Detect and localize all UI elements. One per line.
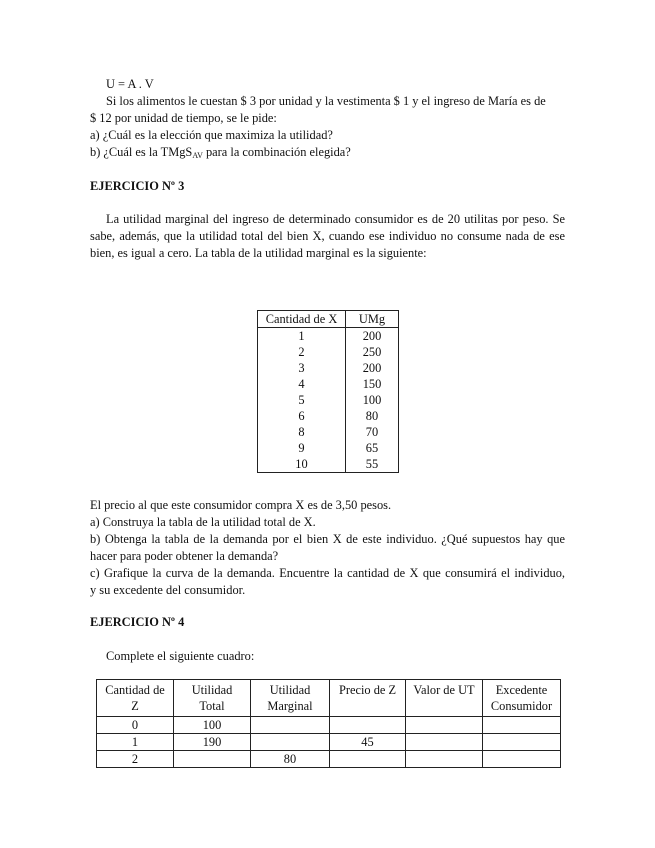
- utility-formula: U = A . V: [106, 77, 154, 91]
- table-cell: 10: [258, 456, 346, 473]
- section-heading-ej3: EJERCICIO Nº 3: [90, 179, 185, 193]
- table-cell: 80: [251, 751, 330, 768]
- section-heading-ej4: EJERCICIO Nº 4: [90, 615, 185, 629]
- table-cell: [406, 734, 483, 751]
- column-header: Utilidad Total: [174, 680, 251, 717]
- table-cell: 3: [258, 360, 346, 376]
- table-cell: [406, 717, 483, 734]
- table-cell: 55: [346, 456, 399, 473]
- table-cell: 100: [174, 717, 251, 734]
- table-cell: [483, 717, 561, 734]
- question-a: a) ¿Cuál es la elección que maximiza la utilidad?: [90, 128, 333, 142]
- ej3-price-text: El precio al que este consumidor compra X es de 3,50 pesos.: [90, 498, 392, 512]
- table-header-row: [97, 680, 561, 717]
- table-header-row: [258, 311, 399, 328]
- table-cell: 5: [258, 392, 346, 408]
- question-b: b) ¿Cuál es la TMgS$_{AV}$ para la combinación elegida?: [90, 145, 351, 160]
- marginal-utility-table: [257, 310, 399, 473]
- table-row: [258, 440, 399, 456]
- ej3-question-a: a) Construya la tabla de la utilidad total de X.: [90, 515, 316, 529]
- table-row: [258, 360, 399, 376]
- table-cell: 70: [346, 424, 399, 440]
- ej3-intro-line: bien, es igual a cero. La tabla de la utilidad marginal es la siguiente:: [90, 246, 427, 260]
- table-row: [97, 751, 561, 768]
- column-header: UMg: [346, 311, 399, 328]
- table-cell: 9: [258, 440, 346, 456]
- column-header: Cantidad de X: [258, 311, 346, 328]
- table-cell: 45: [330, 734, 406, 751]
- table-cell: 200: [346, 360, 399, 376]
- table-cell: [330, 717, 406, 734]
- column-header: Excedente Consumidor: [483, 680, 561, 717]
- table-row: [258, 344, 399, 360]
- table-row: [258, 392, 399, 408]
- table-cell: 150: [346, 376, 399, 392]
- column-header: Valor de UT: [406, 680, 483, 717]
- ej3-question-c-line: y su excedente del consumidor.: [90, 583, 246, 597]
- table-row: [258, 408, 399, 424]
- column-header: Cantidad de Z: [97, 680, 174, 717]
- column-header: Precio de Z: [330, 680, 406, 717]
- table-cell: [406, 751, 483, 768]
- table-cell: [174, 751, 251, 768]
- table-cell: [483, 751, 561, 768]
- table-row: [97, 734, 561, 751]
- table-cell: 1: [97, 734, 174, 751]
- ej3-intro-line: sabe, además, que la utilidad total del bien X, cuando ese individuo no consume nada de ese: [90, 229, 565, 243]
- table-row: [258, 424, 399, 440]
- ej3-intro-line: La utilidad marginal del ingreso de determinado consumidor es de 20 utilitas por peso. Se: [106, 212, 565, 226]
- table-cell: 4: [258, 376, 346, 392]
- ej3-question-c-line: c) Grafique la curva de la demanda. Encuentre la cantidad de X que consumirá el individuo,: [90, 566, 565, 580]
- ej3-question-b-line: b) Obtenga la tabla de la demanda por el bien X de este individuo. ¿Qué supuestos hay que: [90, 532, 565, 546]
- column-header: Utilidad Marginal: [251, 680, 330, 717]
- table-row: [258, 456, 399, 473]
- consumer-surplus-table: [96, 679, 561, 768]
- table-row: [258, 328, 399, 345]
- table-cell: 200: [346, 328, 399, 345]
- table-cell: 2: [258, 344, 346, 360]
- ej4-intro: Complete el siguiente cuadro:: [106, 649, 255, 663]
- table-cell: 190: [174, 734, 251, 751]
- table-cell: 6: [258, 408, 346, 424]
- table-cell: [483, 734, 561, 751]
- problem-text-line: $ 12 por unidad de tiempo, se le pide:: [90, 111, 277, 125]
- table-cell: [330, 751, 406, 768]
- table-row: [97, 717, 561, 734]
- table-cell: 250: [346, 344, 399, 360]
- table-cell: [251, 734, 330, 751]
- ej3-question-b-line: hacer para poder obtener la demanda?: [90, 549, 279, 563]
- table-cell: 8: [258, 424, 346, 440]
- table-row: [258, 376, 399, 392]
- table-cell: 80: [346, 408, 399, 424]
- table-cell: 1: [258, 328, 346, 345]
- table-cell: 100: [346, 392, 399, 408]
- table-cell: 65: [346, 440, 399, 456]
- table-cell: 2: [97, 751, 174, 768]
- table-cell: [251, 717, 330, 734]
- table-cell: 0: [97, 717, 174, 734]
- problem-text-line: Si los alimentos le cuestan $ 3 por unidad y la vestimenta $ 1 y el ingreso de María es de: [106, 94, 546, 108]
